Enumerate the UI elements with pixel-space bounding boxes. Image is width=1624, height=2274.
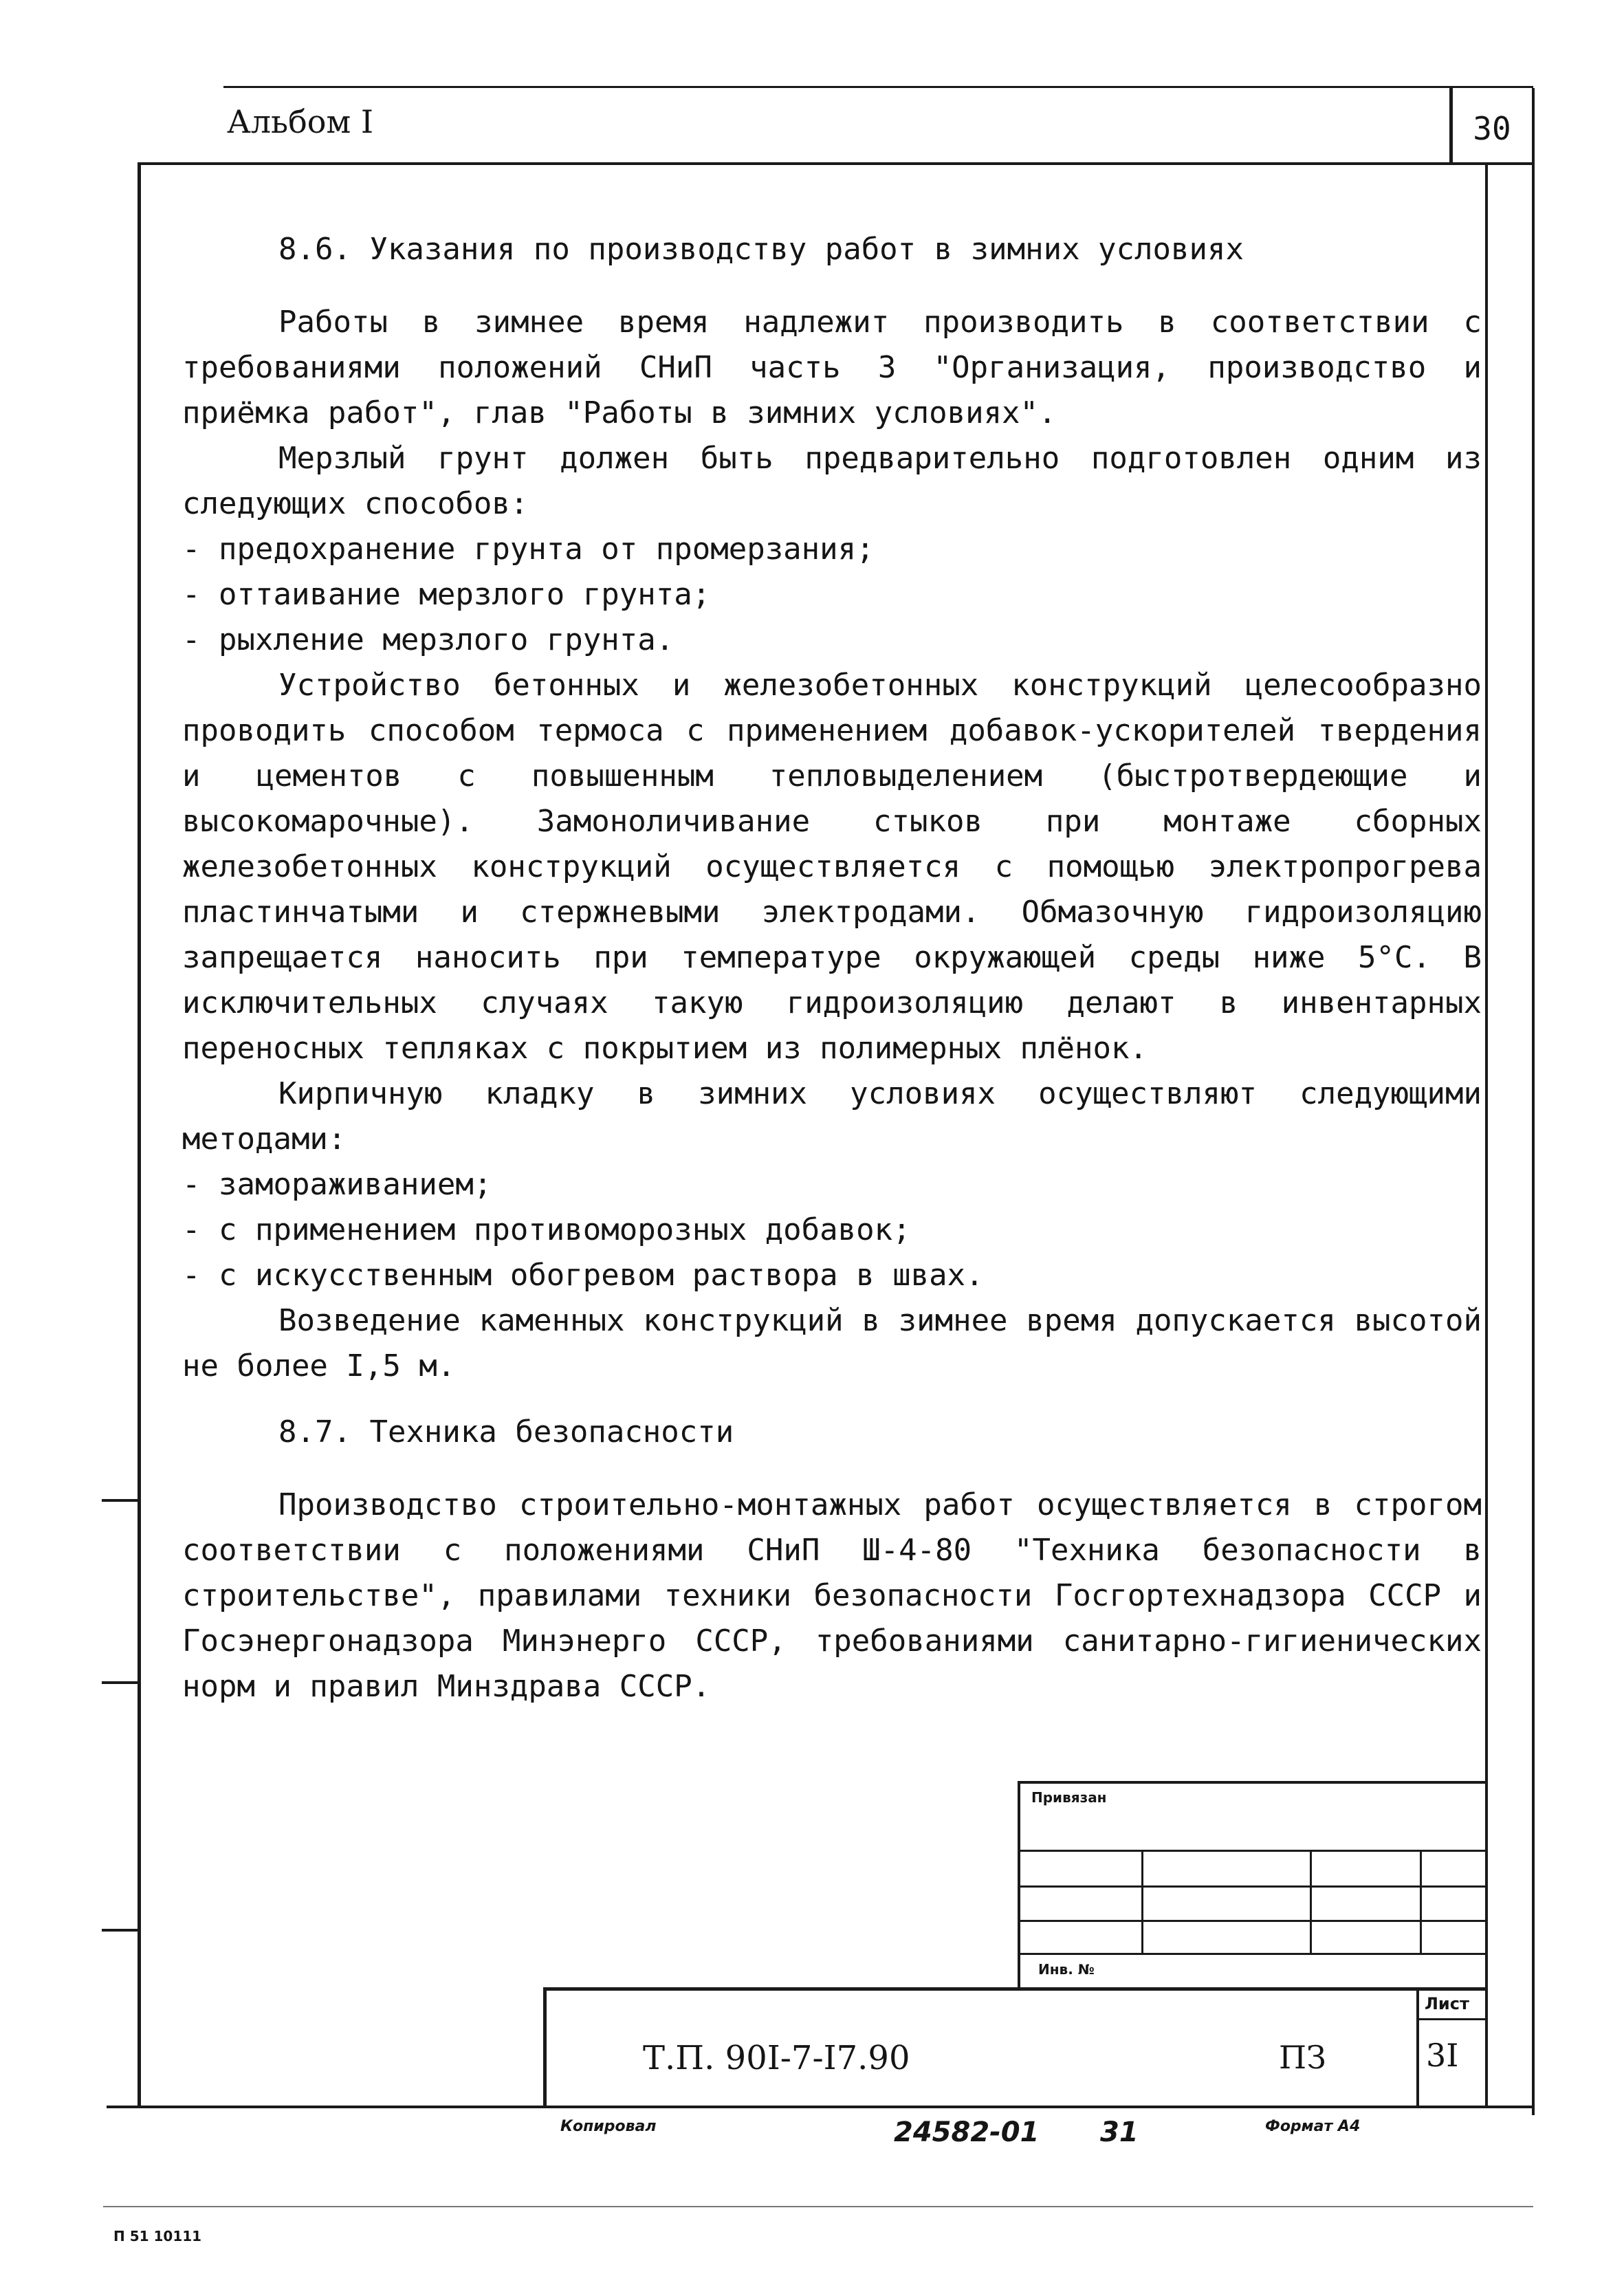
frame-left — [138, 162, 141, 2108]
page-number: 30 — [1473, 110, 1511, 147]
sheet-handwritten: 31 — [1100, 2117, 1139, 2148]
format-label: Формат А4 — [1265, 2118, 1361, 2135]
list-item: - предохранение грунта от промерзания; — [182, 532, 875, 567]
section-heading: 8.7. Техника безопасности — [278, 1414, 734, 1450]
stamp-grid-line — [1018, 1850, 1485, 1852]
margin-tick — [102, 1681, 140, 1684]
stamp-grid-vline — [1310, 1850, 1312, 1953]
paragraph: Кирпичную кладку в зимних условиях осуществляют следующими методами: — [182, 1076, 1500, 1157]
inv-label: Инв. № — [1038, 1961, 1095, 1978]
list-label: Лист — [1425, 1994, 1469, 2013]
list-item: - с искусственным обогревом раствора в швах. — [182, 1258, 984, 1293]
doc-code: Т.П. 90I-7-I7.90 — [643, 2039, 910, 2077]
paragraph: Работы в зимнее время надлежит производить в соответствии с требованиями положений СНиП часть 3 "Организация, производство и приёмка работ", глав "Работы в зимних условиях". — [182, 305, 1500, 430]
stamp-grid-vline — [1141, 1850, 1143, 1953]
stamp-grid-line — [1018, 1953, 1485, 1955]
album-label: Альбом I — [227, 103, 374, 140]
stamp-block-left — [1018, 1781, 1020, 1987]
title-block-cell-line — [1416, 2018, 1485, 2020]
paragraph: Производство строительно-монтажных работ осуществляется в строгом соответствии с положениями СНиП Ш-4-80 "Техника безопасности в строительстве", правилами техники безопасности Госгортехнадзора СССР и Госэнергонадзора Минэнерго СССР, требованиями санитарно-гигиенических норм и правил Минздрава СССР. — [182, 1487, 1500, 1704]
list-item: - замораживанием; — [182, 1167, 492, 1202]
bottom-code: П 51 10111 — [113, 2228, 202, 2244]
list-item: - оттаивание мерзлого грунта; — [182, 577, 711, 612]
frame-top — [138, 162, 1535, 165]
title-block-top — [543, 1987, 1485, 1991]
frame-right-outer — [1532, 162, 1535, 2115]
list-item: - с применением противоморозных добавок; — [182, 1212, 911, 1247]
paragraph: Устройство бетонных и железобетонных конструкций целесообразно проводить способом термоса с применением добавок-ускорителей твердения и цементов с повышенным тепловыделением (быстротвердеющие и высокомарочные). Замоноличивание стыков при монтаже сборных железобетонных конструкций осуществляется с помощью электропрогрева пластинчатыми и стержневыми электродами. Обмазочную гидроизоляцию запрещается наносить при температуре окружающей среды ниже 5°С. В исключительных случаях такую гидроизоляцию делают в инвентарных переносных тепляках с покрытием из полимерных плёнок. — [182, 668, 1500, 1066]
sheet-number: 3I — [1426, 2037, 1459, 2074]
list-item: - рыхление мерзлого грунта. — [182, 622, 674, 657]
margin-tick — [102, 1929, 140, 1932]
title-block-left — [543, 1987, 547, 2108]
bottom-rule — [103, 2206, 1533, 2207]
frame-bottom — [107, 2106, 1535, 2108]
archive-number: 24582-01 — [894, 2117, 1040, 2148]
paragraph: Мерзлый грунт должен быть предварительно подготовлен одним из следующих способов: — [182, 441, 1500, 521]
stamp-block-top — [1018, 1781, 1485, 1784]
doc-type: ПЗ — [1279, 2039, 1326, 2076]
stamp-grid-vline — [1420, 1850, 1422, 1953]
stamp-grid-line — [1018, 1885, 1485, 1888]
paragraph: Возведение каменных конструкций в зимнее время допускается высотой не более I,5 м. — [182, 1303, 1500, 1384]
header-top-rule — [223, 86, 1533, 88]
privyazan-label: Привязан — [1031, 1789, 1107, 1806]
title-block-divider — [1416, 1987, 1419, 2108]
section-heading: 8.6. Указания по производству работ в зимних условиях — [278, 232, 1244, 267]
margin-tick — [102, 1499, 140, 1502]
page-number-box-right — [1532, 88, 1535, 165]
stamp-grid-line — [1018, 1920, 1485, 1922]
kopiroval-label: Копировал — [560, 2118, 657, 2135]
